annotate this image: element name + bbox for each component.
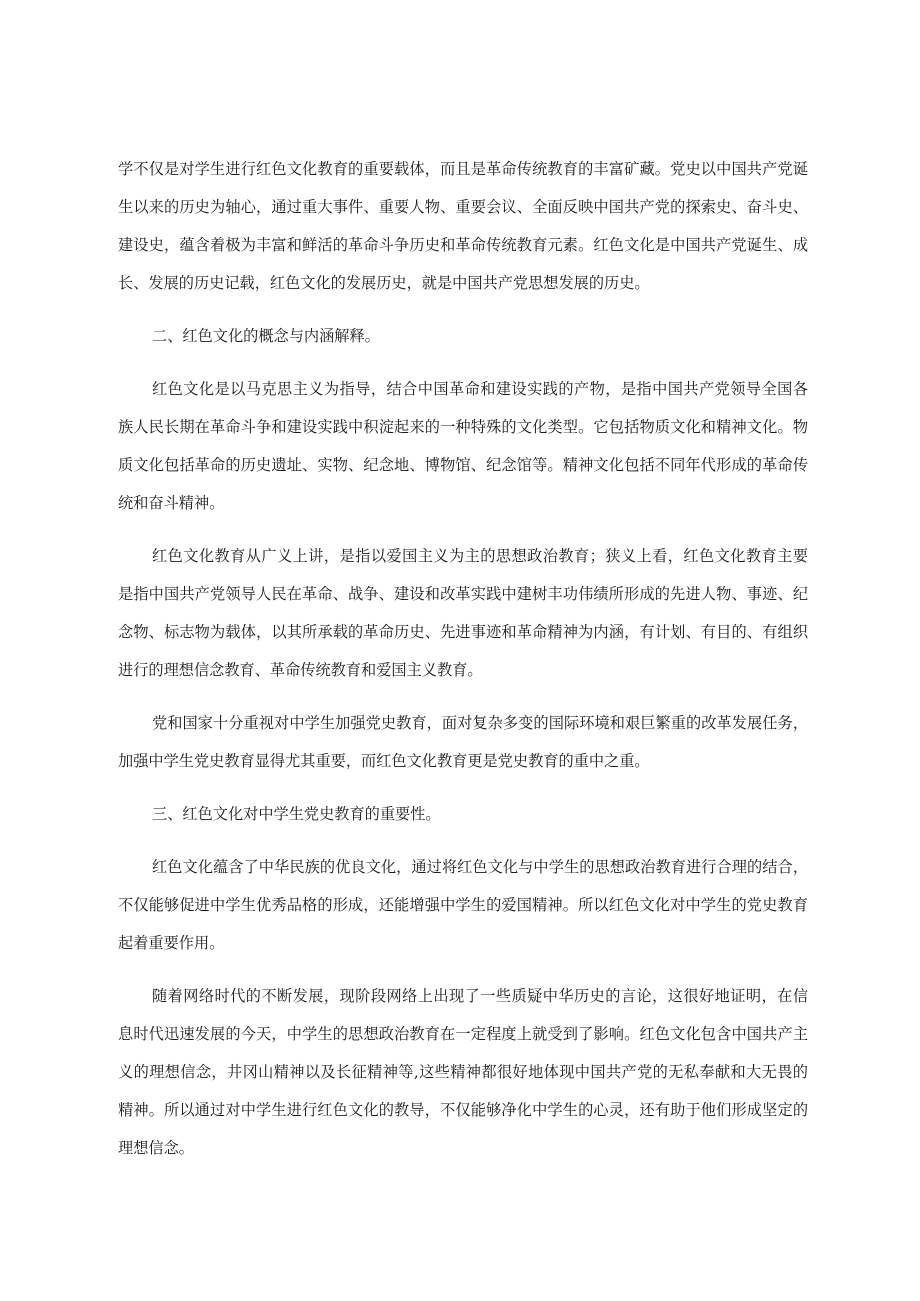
paragraph-line: 是指中国共产党领导人民在革命、战争、建设和改革实践中建树丰功伟绩所形成的先进人物、事迹、纪 (118, 585, 808, 603)
paragraph-line: 义的理想信念，井冈山精神以及长征精神等,这些精神都很好地体现中国共产党的无私奉献和大无畏的 (118, 1063, 808, 1081)
paragraph-line: 念物、标志物为载体，以其所承载的革命历史、先进事迹和革命精神为内涵，有计划、有目的、有组织 (118, 623, 808, 641)
paragraph-line: 息时代迅速发展的今天，中学生的思想政治教育在一定程度上就受到了影响。红色文化包含中国共产主 (118, 1025, 808, 1043)
paragraph-line: 生以来的历史为轴心，通过重大事件、重要人物、重要会议、全面反映中国共产党的探索史、奋斗史、 (118, 198, 808, 216)
paragraph-line: 质文化包括革命的历史遗址、实物、纪念地、博物馆、纪念馆等。精神文化包括不同年代形成的革命传 (118, 456, 808, 474)
paragraph-line: 红色文化教育从广义上讲，是指以爱国主义为主的思想政治教育；狭义上看，红色文化教育主要 (152, 547, 808, 565)
section-heading: 三、红色文化对中学生党史教育的重要性。 (152, 805, 441, 823)
paragraph-line: 学不仅是对学生进行红色文化教育的重要载体，而且是革命传统教育的丰富矿藏。党史以中国共产党诞 (118, 160, 808, 178)
paragraph-line: 党和国家十分重视对中学生加强党史教育，面对复杂多变的国际环境和艰巨繁重的改革发展任务， (152, 714, 808, 732)
paragraph-line: 不仅能够促进中学生优秀品格的形成，还能增强中学生的爱国精神。所以红色文化对中学生的党史教育 (118, 896, 808, 914)
paragraph-line: 起着重要作用。 (118, 934, 225, 952)
paragraph-line: 长、发展的历史记载，红色文化的发展历史，就是中国共产党思想发展的历史。 (118, 274, 650, 292)
paragraph-line: 红色文化蕴含了中华民族的优良文化，通过将红色文化与中学生的思想政治教育进行合理的结合， (152, 858, 808, 876)
paragraph-line: 精神。所以通过对中学生进行红色文化的教导，不仅能够净化中学生的心灵，还有助于他们形成坚定的 (118, 1101, 808, 1119)
section-heading: 二、红色文化的概念与内涵解释。 (152, 327, 380, 345)
paragraph-line: 红色文化是以马克思主义为指导，结合中国革命和建设实践的产物，是指中国共产党领导全国各 (152, 380, 808, 398)
paragraph-line: 统和奋斗精神。 (118, 494, 225, 512)
paragraph-line: 随着网络时代的不断发展，现阶段网络上出现了一些质疑中华历史的言论，这很好地证明，在信 (152, 987, 808, 1005)
paragraph-line: 理想信念。 (118, 1139, 194, 1157)
paragraph-line: 族人民长期在革命斗争和建设实践中积淀起来的一种特殊的文化类型。它包括物质文化和精神文化。物 (118, 418, 808, 436)
paragraph-line: 进行的理想信念教育、革命传统教育和爱国主义教育。 (118, 661, 483, 679)
paragraph-line: 建设史，蕴含着极为丰富和鲜活的革命斗争历史和革命传统教育元素。红色文化是中国共产党诞生、成 (118, 236, 808, 254)
paragraph-line: 加强中学生党史教育显得尤其重要，而红色文化教育更是党史教育的重中之重。 (118, 752, 650, 770)
